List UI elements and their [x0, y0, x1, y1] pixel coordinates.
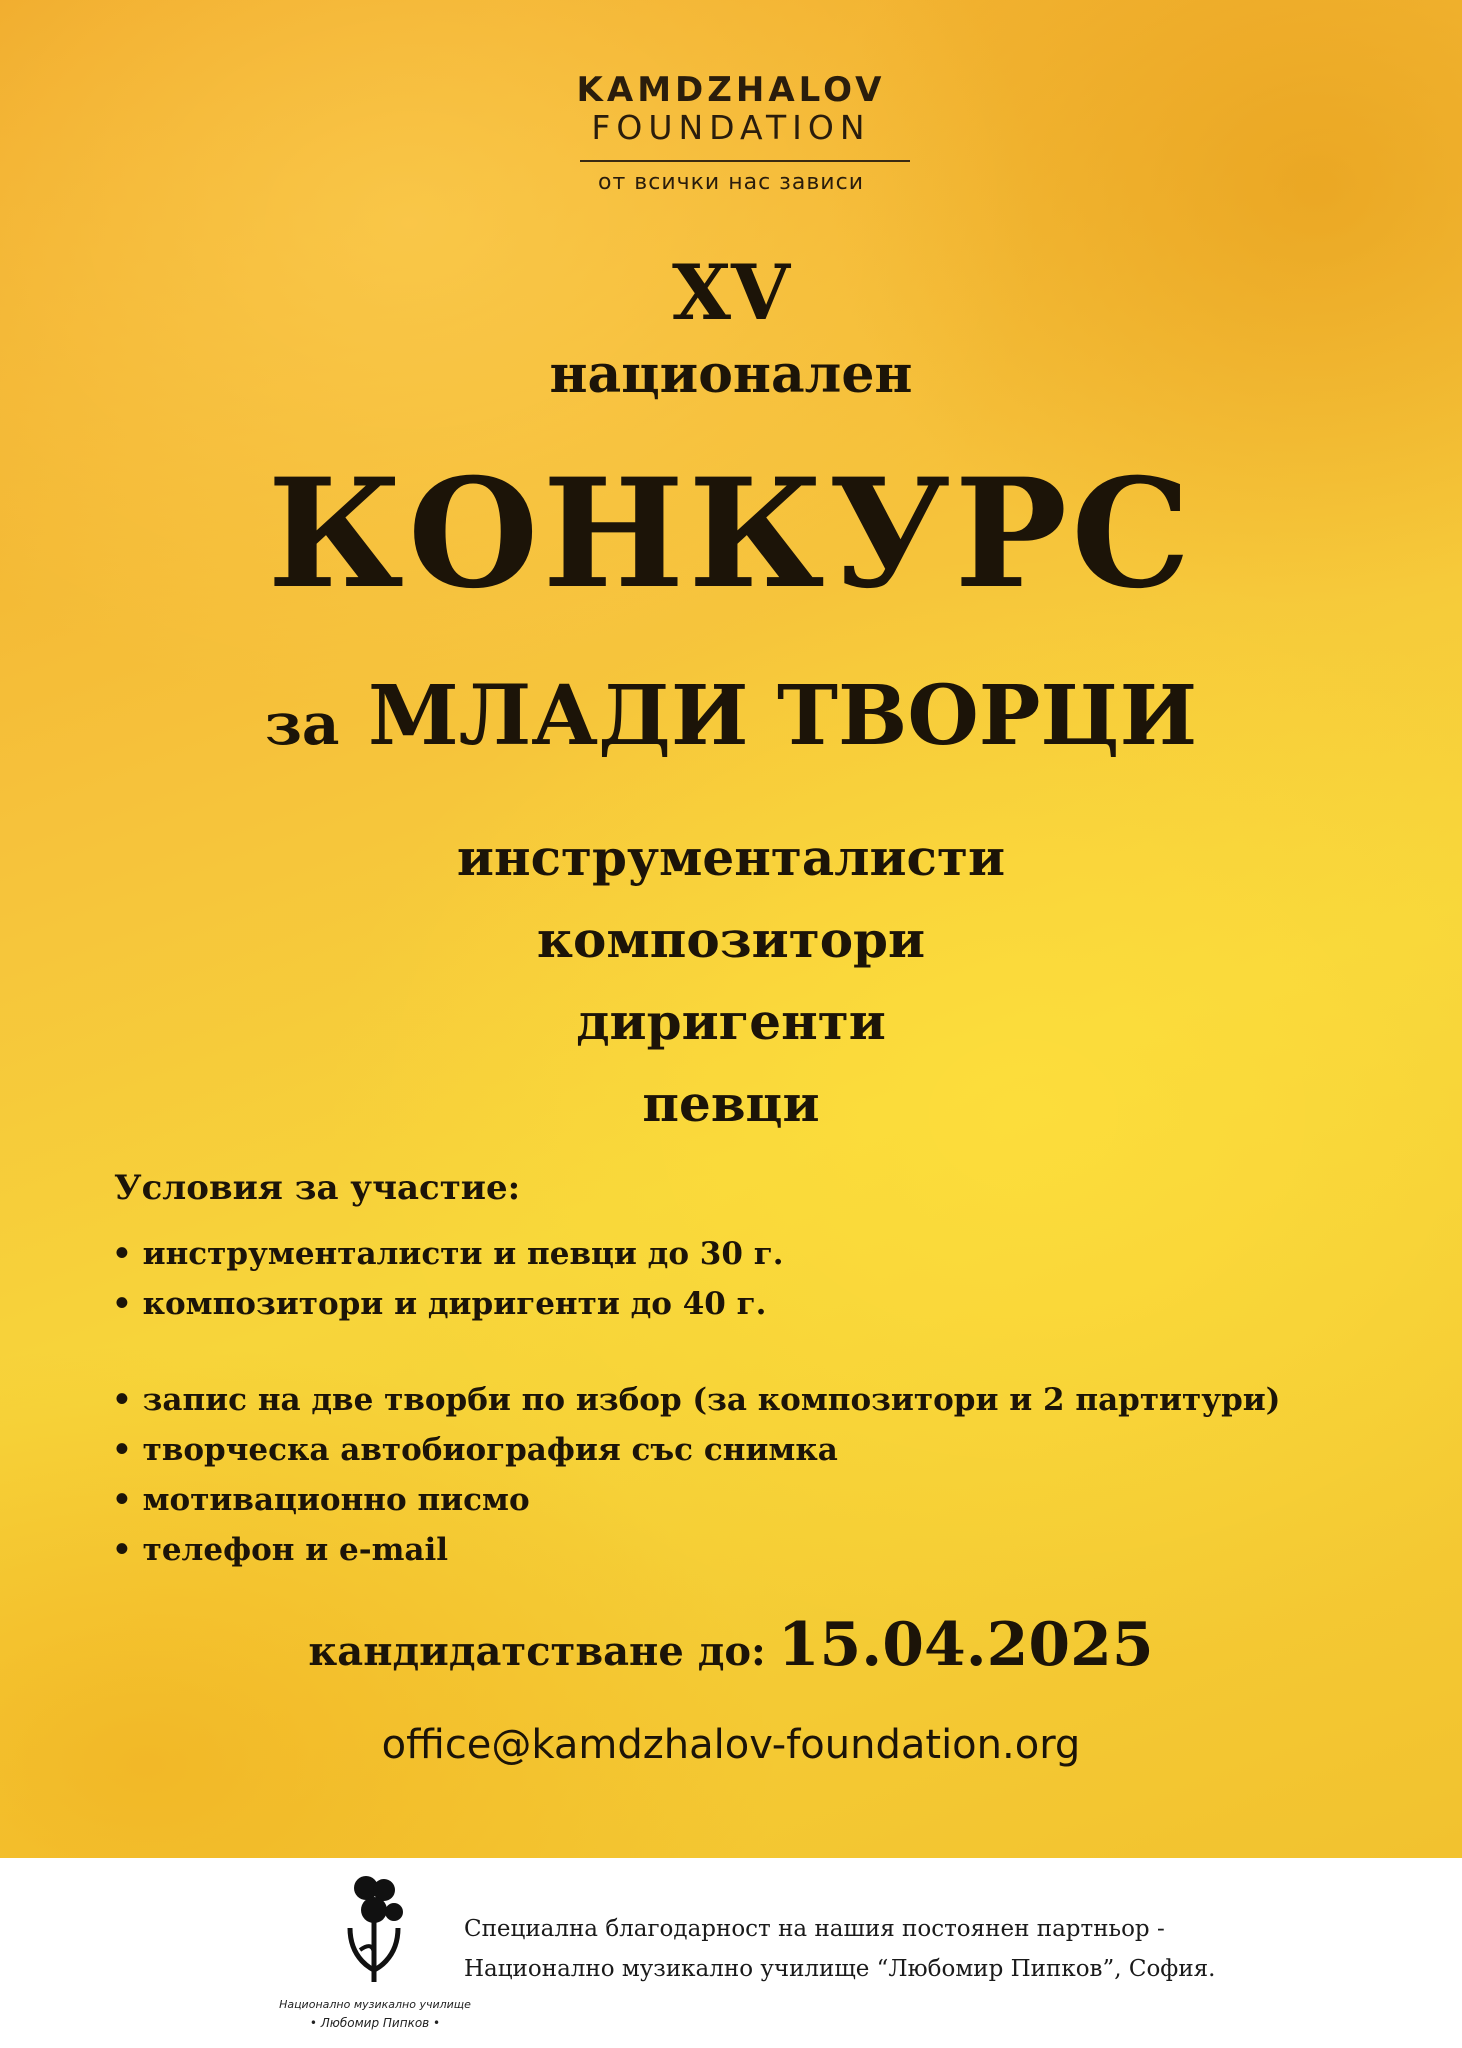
subtitle: [0, 668, 1462, 764]
category-instrumentalists: инструменталисти: [456, 828, 1006, 887]
age-limits-list: [112, 1229, 784, 1329]
logo-caption: Национално музикално училище: [279, 1998, 471, 2011]
deadline: [0, 1610, 1462, 1680]
list-item: • композитори и диригенти до 40 г.: [112, 1286, 767, 1322]
deadline-label: кандидатстване до:: [308, 1628, 766, 1675]
list-item: • творческа автобиография със снимка: [112, 1432, 838, 1468]
list-item: • телефон и e-mail: [112, 1532, 449, 1568]
national-label: национален: [549, 344, 913, 405]
list-item: • инструменталисти и певци до 30 г.: [112, 1236, 784, 1272]
thanks-line-1: Специална благодарност на нашия постоянен партньор -: [464, 1916, 1165, 1942]
thanks-line-2: Национално музикално училище “Любомир Пипков”, София.: [464, 1956, 1216, 1982]
category-composers: композитори: [536, 910, 926, 969]
category-conductors: диригенти: [576, 992, 886, 1051]
subtitle-preposition: за: [264, 690, 340, 758]
contact-email[interactable]: office@kamdzhalov-foundation.org: [381, 1722, 1081, 1768]
edition-number: XV: [672, 248, 790, 337]
subtitle-subject: МЛАДИ ТВОРЦИ: [368, 668, 1198, 764]
logo-caption-name: • Любомир Пипков •: [309, 2016, 441, 2030]
footer: [0, 1858, 1462, 2048]
brand-divider: [580, 160, 910, 162]
brand-name-top: KAMDZHALOV: [576, 70, 886, 110]
deadline-date: 15.04.2025: [777, 1610, 1154, 1680]
main-title: КОНКУРС: [267, 446, 1195, 622]
list-item: • запис на две творби по избор (за композитори и 2 партитури): [112, 1382, 1281, 1418]
school-flower-logo-icon: [330, 1870, 420, 1990]
brand-name-bottom: FOUNDATION: [591, 108, 871, 147]
brand-tagline: от всички нас зависи: [598, 170, 864, 195]
documents-list: [112, 1375, 1280, 1575]
conditions-title: Условия за участие:: [114, 1168, 521, 1208]
category-singers: певци: [642, 1074, 820, 1133]
list-item: • мотивационно писмо: [112, 1482, 530, 1518]
